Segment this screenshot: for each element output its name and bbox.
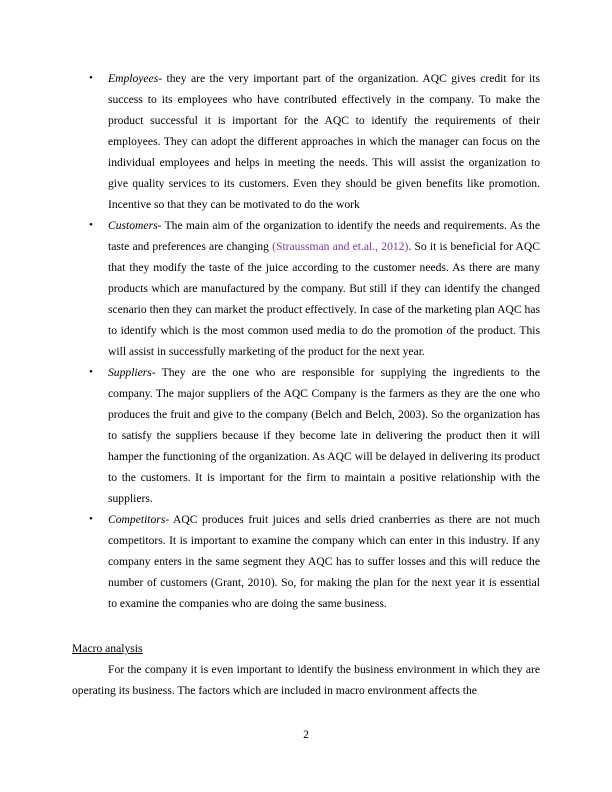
section-heading: Macro analysis [72,642,143,655]
list-item-employees [0,68,612,215]
list-item-text [108,68,540,215]
list-item-customers [0,215,612,362]
list-item-body: - they are the very important part of the organization. AQC gives credit for its success to its employees who have contributed effectively in the company. To make the product successful it is important for the AQC to identify the requirements of their employees. They can adopt the different approaches in which the manager can focus on the individual employees and helps in meeting the needs. This will assist the organization to give quality services to its customers. Even they should be given benefits like promotion. Incentive so that they can be motivated to do the work [108,72,540,211]
list-item-text [108,362,540,509]
list-item-term: Employees [108,72,159,85]
stakeholder-list [0,68,612,614]
list-item-text [108,215,540,362]
bullet-icon: • [89,366,93,378]
list-item-term: Competitors [108,513,166,526]
list-item-term: Suppliers [108,366,152,379]
list-item-body: - They are the one who are responsible for supplying the ingredients to the company. The major suppliers of the AQC Company is the farmers as they are the one who produces the fruit and give to the company (Belch and Belch, 2003). So the organization has to satisfy the suppliers because if they become late in delivering the product then it will hamper the functioning of the organization. As AQC will be delayed in delivering its product to the customers. It is important for the firm to maintain a positive relationship with the suppliers. [108,366,540,505]
page-number: 2 [303,728,309,741]
bullet-icon: • [89,72,93,84]
list-item-body: - The main aim of the organization to identify the needs and requirements. As the taste and preferences are changing [108,219,540,253]
bullet-icon: • [89,513,93,525]
bullet-icon: • [89,219,93,231]
list-item-suppliers [0,362,612,509]
list-item-term: Customers [108,219,158,232]
citation-link[interactable]: (Straussman and et.al., 2012) [272,240,409,253]
list-item-body: - AQC produces fruit juices and sells dried cranberries as there are not much competitors. It is important to examine the company which can enter in this industry. If any company enters in the same segment they AQC has to suffer losses and this will reduce the number of customers (Grant, 2010). So, for making the plan for the next year it is essential to examine the companies who are doing the same business. [108,513,540,610]
list-item-text [108,509,540,614]
list-item-body-continued: . So it is beneficial for AQC that they modify the taste of the juice according to the customer needs. As there are many products which are manufactured by the company. But still if they can identify the changed scenario then they can market the product effectively. In case of the marketing plan AQC has to identify which is the most common used media to do the promotion of the product. This will assist in successfully marketing of the product for the next year. [108,240,540,358]
section-paragraph: For the company it is even important to identify the business environment in which they are operating its business. The factors which are included in macro environment affects the [72,663,540,697]
list-item-competitors [0,509,612,614]
